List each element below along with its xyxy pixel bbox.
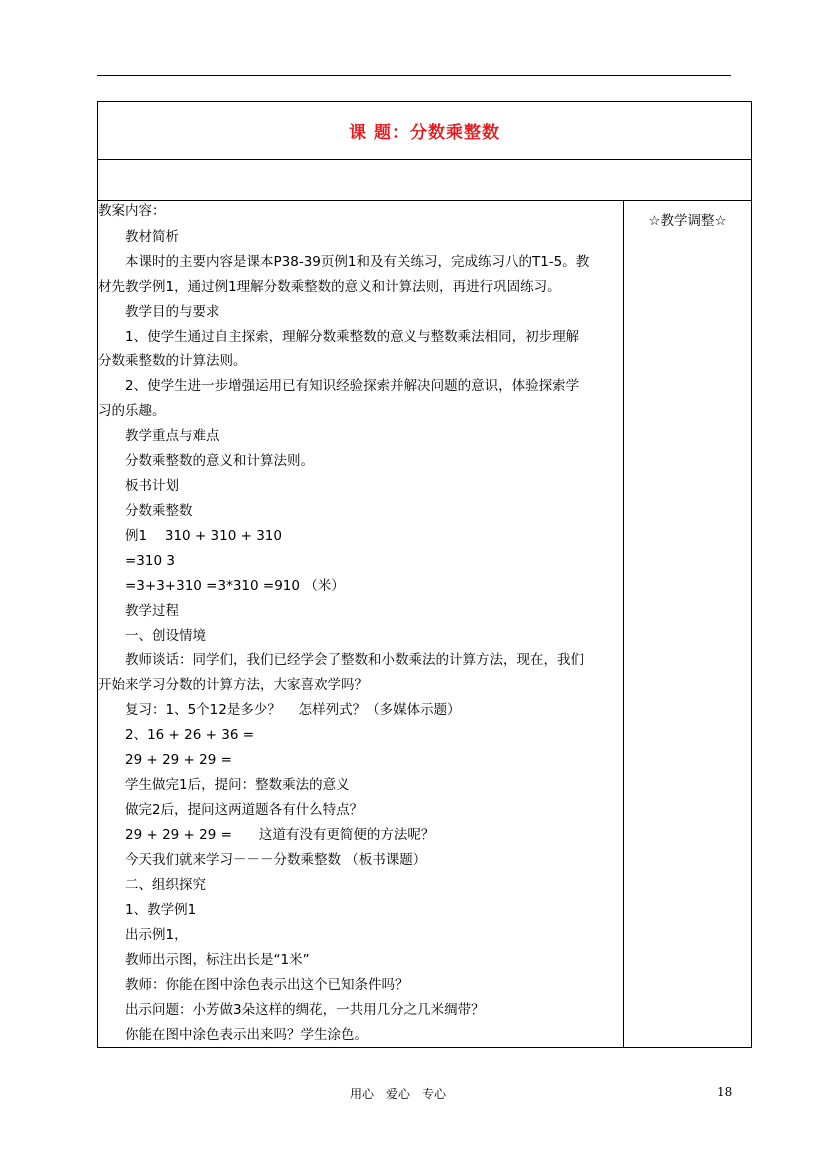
content-line: 今天我们就来学习－－－分数乘整数 （板书课题）: [98, 852, 427, 868]
content-line: 分数乘整数: [98, 503, 193, 519]
content-line: 开始来学习分数的计算方法，大家喜欢学吗？: [98, 677, 368, 693]
content-line: 1、教学例1: [98, 902, 197, 918]
content-line: 板书计划: [98, 478, 179, 494]
content-line: 29 + 29 + 29 = 这道有没有更简便的方法呢？: [98, 827, 435, 843]
content-line: 做完2后，提问这两道题各有什么特点？: [98, 802, 364, 818]
header-rule: [97, 75, 731, 76]
content-line: 教材简析: [98, 229, 179, 245]
content-line: 分数乘整数的计算法则。: [98, 353, 247, 369]
content-line: 分数乘整数的意义和计算法则。: [98, 453, 314, 469]
content-line: 出示问题：小芳做3朵这样的绸花，一共用几分之几米绸带？: [98, 1002, 485, 1018]
content-line: 1、使学生通过自主探索，理解分数乘整数的意义与整数乘法相同，初步理解: [98, 329, 580, 345]
content-line: 29 + 29 + 29 =: [98, 752, 232, 768]
lesson-table: [97, 101, 752, 1048]
blank-row: [98, 160, 751, 201]
content-line: 教学过程: [98, 603, 179, 619]
content-line: 二、组织探究: [98, 877, 206, 893]
content-line: 材先教学例1，通过例1理解分数乘整数的意义和计算法则，再进行巩固练习。: [98, 279, 561, 295]
content-line: =3+3+310 =3*310 =910 （米）: [98, 578, 345, 594]
content-line: =310 3: [98, 553, 175, 569]
footer-motto: 用心 爱心 专心: [350, 1087, 447, 1101]
lesson-title: 课 题：分数乘整数: [349, 123, 500, 143]
page-number: 18: [717, 1085, 733, 1099]
content-line: 复习：1、5个12是多少？ 怎样列式？（多媒体示题）: [98, 702, 461, 718]
content-line: 出示例1，: [98, 927, 188, 943]
title-row: [98, 102, 751, 160]
teaching-adjustment-cell: [624, 201, 751, 1047]
content-line: 一、创设情境: [98, 628, 206, 644]
content-cell: [98, 201, 624, 1047]
content-line: 教学重点与难点: [98, 428, 220, 444]
content-line: 你能在图中涂色表示出来吗？学生涂色。: [98, 1027, 368, 1043]
content-line: 教师出示图，标注出长是“1米”: [98, 952, 310, 968]
teaching-adjustment-title: ☆教学调整☆: [648, 213, 727, 229]
content-line: 学生做完1后，提问：整数乘法的意义: [98, 777, 350, 793]
content-line: 本课时的主要内容是课本P38-39页例1和及有关练习，完成练习八的T1-5。教: [98, 254, 590, 270]
content-line: 教学目的与要求: [98, 304, 220, 320]
content-line: 例1 310 + 310 + 310: [98, 528, 282, 544]
content-line: 教案内容：: [98, 203, 166, 219]
content-line: 教师谈话：同学们，我们已经学会了整数和小数乘法的计算方法，现在，我们: [98, 652, 584, 668]
content-line: 2、16 + 26 + 36 =: [98, 727, 255, 743]
content-line: 习的乐趣。: [98, 403, 166, 419]
content-line: 教师：你能在图中涂色表示出这个已知条件吗？: [98, 977, 409, 993]
content-line: 2、使学生进一步增强运用已有知识经验探索并解决问题的意识，体验探索学: [98, 378, 580, 394]
